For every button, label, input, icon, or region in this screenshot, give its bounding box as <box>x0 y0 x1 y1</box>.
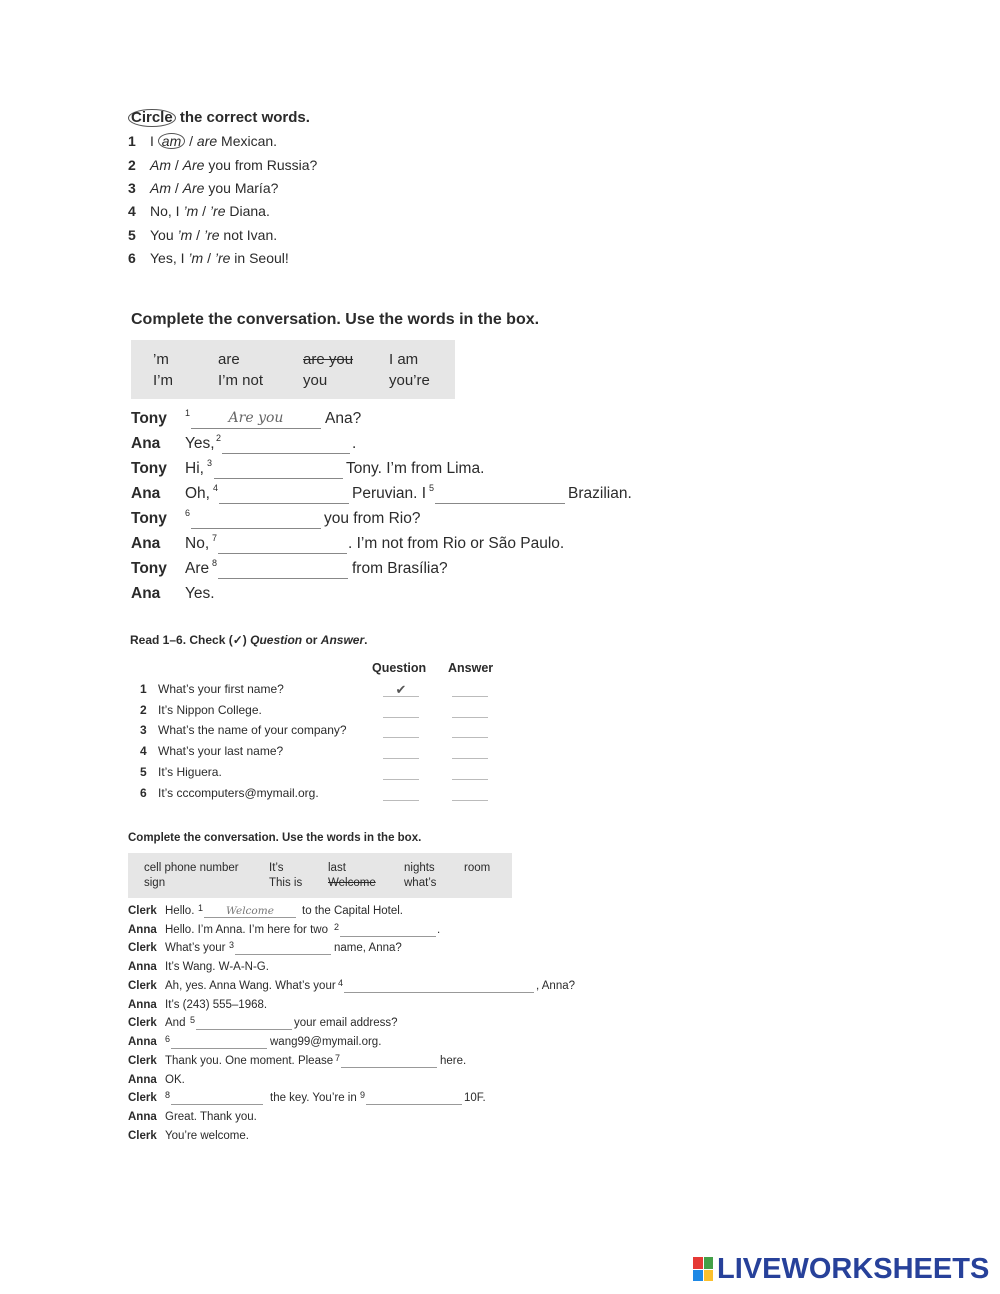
speaker: Clerk <box>128 1055 157 1067</box>
conversation-line: Anna OK. <box>128 1074 185 1086</box>
box-word: what’s <box>404 877 437 889</box>
circle-item: 6 Yes, I ’m / ’re in Seoul! <box>128 250 289 266</box>
answer-blank[interactable]: Welcome <box>204 905 296 918</box>
answer-checkbox[interactable] <box>452 765 488 780</box>
option-a[interactable]: Am <box>150 180 171 196</box>
box-word: last <box>328 862 346 874</box>
check-item: 4 What’s your last name? <box>140 744 500 762</box>
answer-blank[interactable] <box>191 510 321 529</box>
answer-checkbox[interactable] <box>452 744 488 759</box>
speaker: Anna <box>128 924 157 936</box>
speaker: Ana <box>131 585 161 602</box>
speaker: Clerk <box>128 1092 157 1104</box>
section2-title: Complete the conversation. Use the words in the box. <box>131 311 540 328</box>
box-word: sign <box>144 877 166 889</box>
title-rest: the correct words. <box>175 109 310 126</box>
answer-blank[interactable] <box>196 1017 292 1030</box>
title-circle-word: Circle <box>128 109 176 127</box>
option-b[interactable]: ’re <box>203 227 220 243</box>
answer-checkbox[interactable] <box>452 703 488 718</box>
speaker: Tony <box>131 410 167 427</box>
liveworksheets-logo[interactable] <box>693 1253 989 1285</box>
answer-blank[interactable] <box>341 1055 437 1068</box>
answer-blank[interactable] <box>219 485 349 504</box>
answer-blank[interactable] <box>218 560 348 579</box>
conversation-line: Anna It’s Wang. W-A-N-G. <box>128 961 269 973</box>
answer-blank[interactable] <box>171 1036 267 1049</box>
box-word: you <box>303 372 328 389</box>
check-item: 5 It’s Higuera. <box>140 765 500 783</box>
speaker: Anna <box>128 1036 157 1048</box>
answer-blank[interactable] <box>344 980 534 993</box>
speaker: Tony <box>131 560 167 577</box>
question-checkbox[interactable] <box>383 765 419 780</box>
conversation-line: Clerk What’s your 3 name, Anna? <box>128 940 402 954</box>
answer-blank[interactable] <box>222 435 350 454</box>
speaker: Anna <box>128 1074 157 1086</box>
option-b[interactable]: ’re <box>214 250 231 266</box>
answer-blank[interactable] <box>340 924 436 937</box>
speaker: Clerk <box>128 1130 157 1142</box>
speaker: Anna <box>128 961 157 973</box>
speaker: Clerk <box>128 1017 157 1029</box>
answer-blank[interactable]: Are you <box>191 410 321 429</box>
conversation-line: Ana Oh, 4 Peruvian. I 5 Brazilian. <box>131 483 632 502</box>
question-checkbox[interactable] <box>383 786 419 801</box>
speaker: Ana <box>131 485 161 502</box>
box-word: ’m <box>153 351 169 368</box>
box-word: nights <box>404 862 435 874</box>
answer-checkbox[interactable] <box>452 786 488 801</box>
logo-text: LIVEWORKSHEETS <box>717 1252 990 1285</box>
speaker: Clerk <box>128 905 157 917</box>
conversation-line: Ana Yes. <box>131 585 215 602</box>
speaker: Tony <box>131 510 167 527</box>
circle-item: 1 I am / are Mexican. <box>128 133 278 149</box>
conversation-line: Tony 1 Are you Ana? <box>131 408 362 427</box>
logo-mark-icon <box>693 1257 713 1281</box>
circle-item: 2 Am / Are you from Russia? <box>128 157 318 173</box>
check-item: 2 It’s Nippon College. <box>140 703 500 721</box>
conversation-line: Anna Hello. I’m Anna. I’m here for two 2 . <box>128 922 441 936</box>
conversation-line: Tony Are 8 from Brasília? <box>131 558 448 577</box>
option-b[interactable]: are <box>196 133 218 149</box>
answer-blank[interactable] <box>218 535 347 554</box>
option-a[interactable]: Am <box>150 157 171 173</box>
answer-blank[interactable] <box>214 460 343 479</box>
word-box <box>131 340 455 399</box>
speaker: Clerk <box>128 942 157 954</box>
option-b[interactable]: ’re <box>209 203 226 219</box>
box-word: cell phone number <box>144 862 239 874</box>
conversation-line: Anna It’s (243) 555–1968. <box>128 999 268 1011</box>
box-word: This is <box>269 877 303 889</box>
conversation-line: Ana No, 7 . I’m not from Rio or São Paulo. <box>131 533 565 552</box>
speaker: Ana <box>131 535 161 552</box>
box-word-used: are you <box>303 351 354 368</box>
conversation-line: Clerk Ah, yes. Anna Wang. What’s your 4 , Anna? <box>128 978 576 992</box>
conversation-line: Anna Great. Thank you. <box>128 1111 257 1123</box>
question-checkbox[interactable] <box>383 703 419 718</box>
check-item: 6 It’s cccomputers@mymail.org. <box>140 786 500 804</box>
question-checkbox[interactable]: ✔ <box>383 682 419 697</box>
conversation-line: Clerk You’re welcome. <box>128 1130 249 1142</box>
answer-blank[interactable] <box>435 485 565 504</box>
word-box <box>128 853 512 898</box>
section1-title <box>128 109 310 127</box>
speaker: Anna <box>128 1111 157 1123</box>
box-word: room <box>464 862 491 874</box>
answer-blank[interactable] <box>366 1092 462 1105</box>
conversation-line: Clerk 8 the key. You’re in 9 10F. <box>128 1090 486 1104</box>
option-a-circled[interactable]: am <box>158 133 185 149</box>
box-word: are <box>218 351 240 368</box>
circle-item: 4 No, I ’m / ’re Diana. <box>128 203 270 219</box>
check-item: 1 What’s your first name? ✔ <box>140 682 500 700</box>
speaker: Anna <box>128 999 157 1011</box>
answer-checkbox[interactable] <box>452 682 488 697</box>
answer-blank[interactable] <box>171 1092 263 1105</box>
circle-item: 5 You ’m / ’re not Ivan. <box>128 227 278 243</box>
answer-checkbox[interactable] <box>452 723 488 738</box>
box-word: I’m <box>153 372 173 389</box>
section3-title: Read 1–6. Check (✓) Question or Answer. <box>130 633 368 647</box>
box-word-used: Welcome <box>328 877 376 889</box>
question-checkbox[interactable] <box>383 723 419 738</box>
column-header-answer: Answer <box>448 661 494 675</box>
conversation-line: Ana Yes, 2 . <box>131 433 357 452</box>
conversation-line: Tony 6 you from Rio? <box>131 508 421 527</box>
option-a[interactable]: ’m <box>188 250 204 266</box>
option-a[interactable]: ’m <box>177 227 193 243</box>
option-b[interactable]: Are <box>182 157 205 173</box>
box-word: I am <box>389 351 419 368</box>
column-header-question: Question <box>372 661 427 675</box>
question-checkbox[interactable] <box>383 744 419 759</box>
box-word: I’m not <box>218 372 264 389</box>
box-word: you’re <box>389 372 430 389</box>
check-item: 3 What’s the name of your company? <box>140 723 500 741</box>
conversation-line: Clerk And 5 your email address? <box>128 1015 398 1029</box>
speaker: Ana <box>131 435 161 452</box>
answer-blank[interactable] <box>235 942 331 955</box>
speaker: Clerk <box>128 980 157 992</box>
conversation-line: Tony Hi, 3 Tony. I’m from Lima. <box>131 458 485 477</box>
section4-title: Complete the conversation. Use the words in the box. <box>128 832 422 844</box>
circle-item: 3 Am / Are you María? <box>128 180 279 196</box>
option-a[interactable]: ’m <box>183 203 199 219</box>
speaker: Tony <box>131 460 167 477</box>
conversation-line: Clerk Thank you. One moment. Please 7 here. <box>128 1053 467 1067</box>
option-b[interactable]: Are <box>182 180 205 196</box>
conversation-line: Clerk Hello. 1 Welcome to the Capital Hotel. <box>128 903 404 917</box>
box-word: It’s <box>269 862 284 874</box>
conversation-line: Anna 6 wang99@mymail.org. <box>128 1034 382 1048</box>
